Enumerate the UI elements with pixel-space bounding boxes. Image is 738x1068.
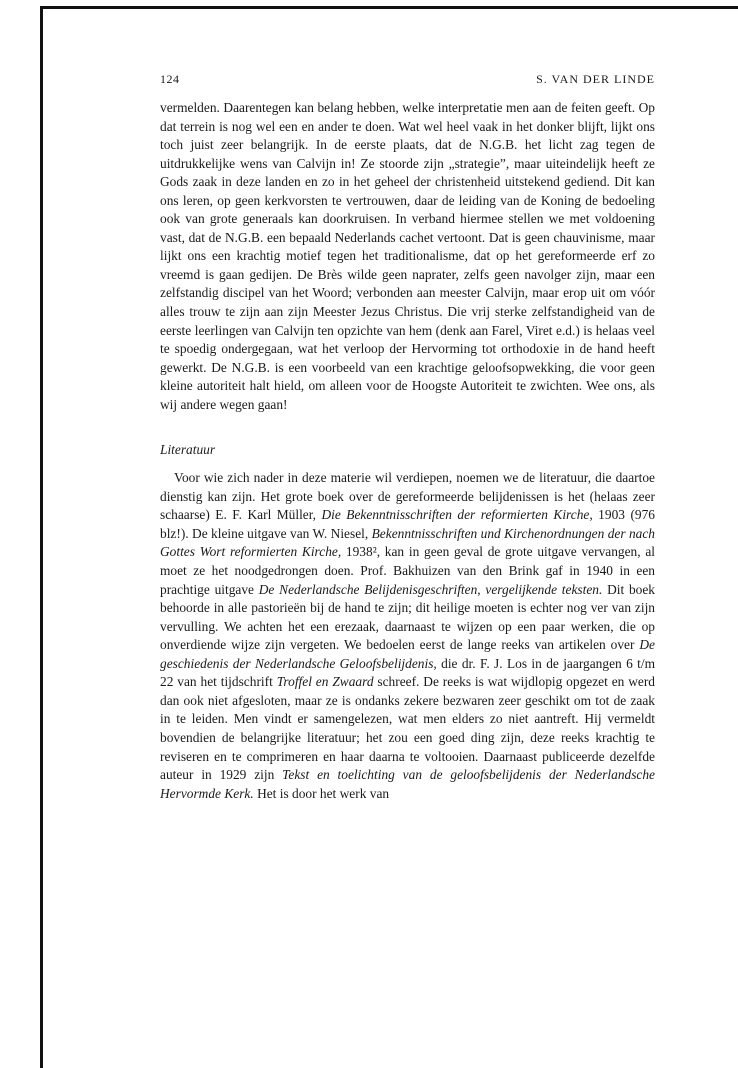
text-run: die dr. F. J. Los in de jaargangen 6 t/m 22 van het tijdschrift — [160, 655, 655, 690]
book-title: De geschiedenis der Nederlandsche Geloofsbelijdenis, — [160, 637, 655, 671]
text-run: 1903 (976 blz!). De kleine uitgave van W. Niesel, — [160, 507, 655, 541]
scan-border-left — [40, 6, 43, 1068]
text-run: 1938², kan in geen geval de grote uitgave vervangen, al moet ze het noodgedrongen doen. Prof. Bakhuizen van den Brink gaf in 1940 in een prachtige uitgave — [160, 544, 655, 597]
book-title: Die Bekenntnisschriften der reformierten Kirche, — [321, 507, 593, 523]
text-run: Voor wie zich nader in deze materie wil verdiepen, noemen we de literatuur, die daartoe dienstig kan zijn. Het grote boek over de gereformeerde belijdenissen is het (helaas zeer schaarse) E. F. Karl Müller, — [160, 470, 655, 523]
book-title: Tekst en toelichting van de geloofsbelijdenis der Nederlandsche Hervormde Kerk. — [160, 767, 656, 801]
running-header — [160, 72, 655, 87]
text-run: Het is door het werk van — [253, 785, 390, 801]
running-title: S. VAN DER LINDE — [536, 72, 655, 86]
body-paragraph-1: vermelden. Daarentegen kan belang hebben, welke interpretatie men aan de feiten geeft. Op dat terrein is nog wel een en ander te doen. Wat wel heel vaak in het donker blijft, lijkt ons toch juist zeer belangrijk. In de eerste plaats, dat de N.G.B. het licht zag tegen de uitdrukkelijke wens van Calvijn in! Ze stoorde zijn „strategie”, maar uiteindelijk heeft ze Gods zaak in deze landen en zo in het geheel der christenheid uitstekend gediend. Dit kan ons leren, op geen kerkvorsten te vertrouwen, daar de leiding van de Koning de bedoeling ook van grote generaals kan doorkruisen. In verband hiermee stellen we met voldoening vast, dat de N.G.B. een bepaald Nederlands cachet vertoont. Dat is geen chauvinisme, maar lijkt ons een krachtig motief tegen het traditionalisme, dat op het gereformeerde erf zo vreemd is gaan gedijen. De Brès wilde geen naprater, zelfs geen navolger zijn, maar een zelfstandig discipel van het Woord; verbonden aan meester Calvijn, maar erop uit om vóór alles trouw te zijn aan zijn Meester Jezus Christus. Die vrij sterke zelfstandigheid van de eerste leerlingen van Calvijn ten opzichte van hem (denk aan Farel, Viret e.d.) is helaas veel te spoedig ondergegaan, wat het verloop der Hervorming tot orthodoxie in de hand heeft gewerkt. De N.G.B. is een voorbeeld van een krachtige geloofsopwekking, die voor geen kleine autoriteit halt hield, om alleen voor de Hoogste Autoriteit te zwichten. Wee ons, als wij andere wegen gaan! — [160, 100, 655, 412]
text-run: schreef. De reeks is wat wijdlopig opgezet en werd dan ook niet afgesloten, maar ze is ondanks zekere bezwaren zeer geschikt om tot de zaak in te leiden. Men vindt er samengelezen, wat men elders zo niet aantreft. Hij vermeldt bovendien de belangrijke literatuur; het zou een goed ding zijn, deze reeks krachtig te reviseren en te comprimeren en haar daarna te voltooien. Daarnaast publiceerde dezelfde auteur in 1929 zijn — [160, 674, 656, 783]
scan-border-top — [40, 6, 738, 9]
book-title: De Nederlandsche Belijdenisgeschriften, vergelijkende teksten. — [258, 581, 603, 597]
page-number: 124 — [160, 72, 180, 86]
body-paragraph-2 — [160, 469, 655, 803]
journal-title: Troffel en Zwaard — [276, 674, 374, 690]
text-run: Dit boek behoorde in alle pastorieën bij de hand te zijn; dit heilige moeten is echter nog ver van zijn vervulling. We achten het een erezaak, daarnaast te wijzen op een paar werken, die op onverdiende wijze zijn vergeten. We bedoelen eerst de lange reeks van artikelen over — [160, 581, 655, 653]
page-body — [160, 72, 655, 803]
section-heading: Literatuur — [160, 442, 216, 458]
book-title: Bekenntnisschriften und Kirchenordnungen der nach Gottes Wort reformierten Kirche, — [160, 525, 655, 560]
